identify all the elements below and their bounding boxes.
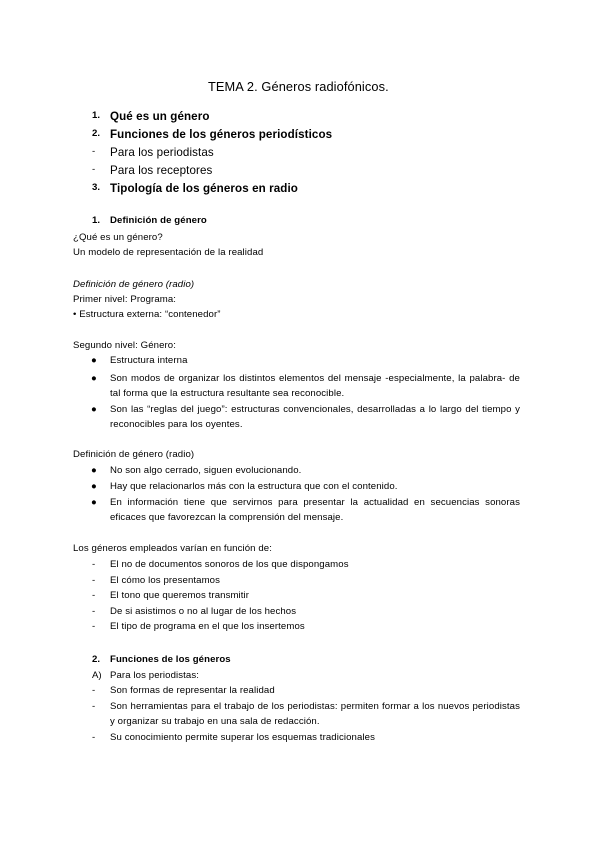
dash-marker: -: [92, 590, 96, 601]
toc-item: Para los periodistas: [110, 146, 214, 159]
toc-marker: -: [92, 164, 96, 175]
list-item: Son herramientas para el trabajo de los periodistas: permiten formar a los nuevos periodistas: [110, 701, 520, 712]
list-item: El cómo los presentamos: [110, 575, 221, 586]
list-item-continuation: tal forma que la estructura resultante sea reconocible.: [110, 388, 345, 399]
level2-text: Segundo nivel: Género:: [73, 340, 177, 351]
bullet-icon: ●: [91, 465, 97, 476]
toc-item: Funciones de los géneros periodísticos: [110, 128, 333, 141]
bullet-icon: ●: [91, 481, 97, 492]
list-item: Su conocimiento permite superar los esquemas tradicionales: [110, 732, 375, 743]
list-item: El tipo de programa en el que los insertemos: [110, 621, 305, 632]
definition-text: Definición de género (radio): [73, 449, 195, 460]
subheading-italic: Definición de género (radio): [73, 279, 195, 290]
list-item: No son algo cerrado, siguen evolucionando.: [110, 465, 302, 476]
bullet-icon: ●: [91, 373, 97, 384]
bullet-icon: ●: [91, 497, 97, 508]
list-item: En información tiene que servirnos para presentar la actualidad en secuencias sonoras: [110, 497, 520, 508]
dash-marker: -: [92, 685, 96, 696]
document-title: TEMA 2. Géneros radiofónicos.: [208, 79, 389, 94]
list-item: Estructura interna: [110, 355, 188, 366]
section-heading: Funciones de los géneros: [110, 654, 231, 665]
varies-intro: Los géneros empleados varían en función de:: [73, 543, 272, 554]
list-item: Hay que relacionarlos más con la estructura que con el contenido.: [110, 481, 398, 492]
list-item: Son modos de organizar los distintos elementos del mensaje -especialmente, la palabra- de: [110, 373, 520, 384]
dash-marker: -: [92, 732, 96, 743]
toc-item: Para los receptores: [110, 164, 213, 177]
section-heading: Definición de género: [110, 215, 207, 226]
dash-marker: -: [92, 575, 96, 586]
list-item-continuation: y organizar su trabajo en una sala de redacción.: [110, 716, 320, 727]
list-item-continuation: eficaces que favorezcan la comprensión del mensaje.: [110, 512, 344, 523]
dash-marker: -: [92, 559, 96, 570]
section-marker: 1.: [92, 215, 101, 226]
bullet-icon: ●: [91, 404, 97, 415]
dash-marker: -: [92, 701, 96, 712]
answer-text: Un modelo de representación de la realidad: [73, 247, 264, 258]
toc-marker: 1.: [92, 110, 101, 121]
list-item-continuation: reconocibles para los oyentes.: [110, 419, 243, 430]
dash-marker: -: [92, 621, 96, 632]
toc-marker: -: [92, 146, 96, 157]
list-item: El no de documentos sonoros de los que dispongamos: [110, 559, 349, 570]
toc-item: Qué es un género: [110, 110, 210, 123]
sub-heading: Para los periodistas:: [110, 670, 200, 681]
list-item: De si asistimos o no al lugar de los hechos: [110, 606, 297, 617]
toc-marker: 3.: [92, 182, 101, 193]
toc-marker: 2.: [92, 128, 101, 139]
level1-text: Primer nivel: Programa:: [73, 294, 177, 305]
level1-item: • Estructura externa: “contenedor”: [73, 309, 221, 320]
sub-marker: A): [92, 670, 102, 681]
toc-item: Tipología de los géneros en radio: [110, 182, 298, 195]
section-marker: 2.: [92, 654, 101, 665]
list-item: Son las “reglas del juego”: estructuras convencionales, desarrolladas a lo largo del tiempo y: [110, 404, 520, 415]
list-item: El tono que queremos transmitir: [110, 590, 250, 601]
question-text: ¿Qué es un género?: [73, 232, 163, 243]
list-item: Son formas de representar la realidad: [110, 685, 275, 696]
dash-marker: -: [92, 606, 96, 617]
bullet-icon: ●: [91, 355, 97, 366]
